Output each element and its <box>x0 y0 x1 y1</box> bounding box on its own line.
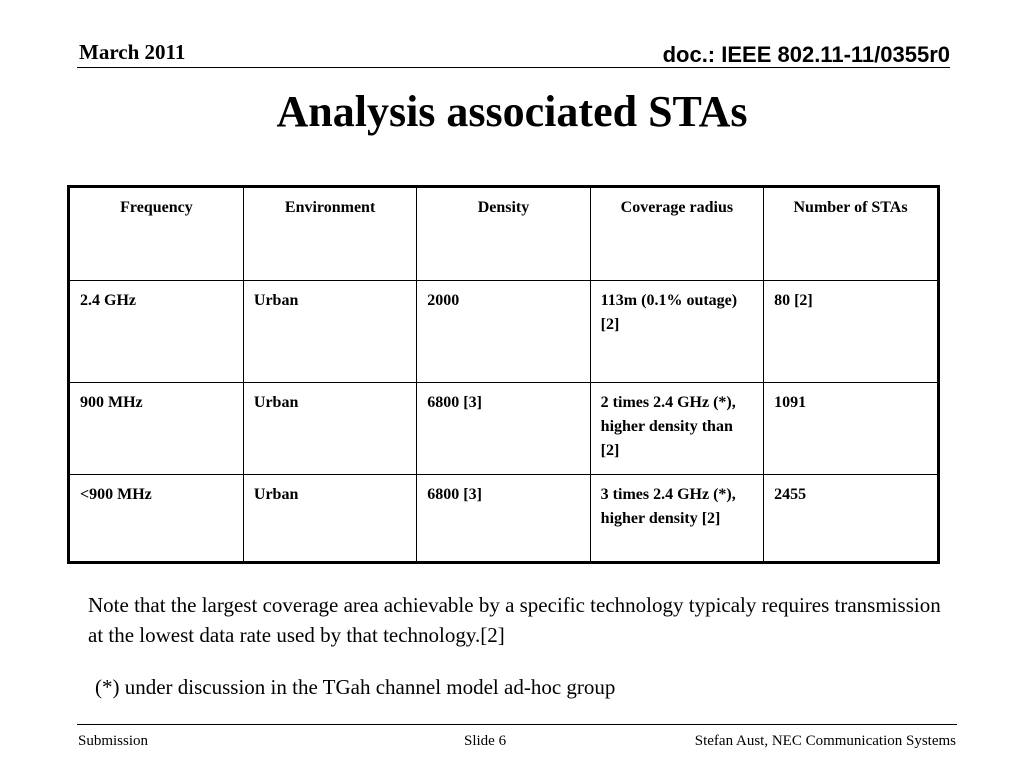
footnote: (*) under discussion in the TGah channel model ad-hoc group <box>95 675 616 699</box>
header-date: March 2011 <box>79 40 186 64</box>
sta-analysis-table <box>67 185 940 564</box>
table-row <box>70 280 937 382</box>
table-row <box>70 474 937 561</box>
table-cell: 2.4 GHz <box>70 280 243 382</box>
table-cell: 3 times 2.4 GHz (*), higher density [2] <box>590 474 763 561</box>
table-cell: Urban <box>243 474 416 561</box>
header-divider <box>77 67 950 68</box>
table-cell: <900 MHz <box>70 474 243 561</box>
column-header-density: Density <box>417 188 590 280</box>
table-cell: 900 MHz <box>70 382 243 474</box>
footer-slide-number: Slide 6 <box>464 733 507 749</box>
table-cell: Urban <box>243 382 416 474</box>
footer-author: Stefan Aust, NEC Communication Systems <box>694 733 956 749</box>
table-cell: Urban <box>243 280 416 382</box>
table-cell: 6800 [3] <box>417 474 590 561</box>
table-cell: 2000 <box>417 280 590 382</box>
table-cell: 113m (0.1% outage) [2] <box>590 280 763 382</box>
table-cell: 6800 [3] <box>417 382 590 474</box>
table-row <box>70 382 937 474</box>
header-doc-id: doc.: IEEE 802.11-11/0355r0 <box>662 42 950 67</box>
column-header-environment: Environment <box>243 188 416 280</box>
table-cell: 2 times 2.4 GHz (*), higher density than [2] <box>590 382 763 474</box>
table-cell: 1091 <box>764 382 937 474</box>
column-header-number-of-stas: Number of STAs <box>764 188 937 280</box>
slide-title: Analysis associated STAs <box>276 87 748 136</box>
footer-submission: Submission <box>78 733 149 749</box>
table-cell: 2455 <box>764 474 937 561</box>
coverage-note: Note that the largest coverage area achievable by a specific technology typicaly requires transmission at the lowest data rate used by that technology.[2] <box>88 593 941 647</box>
table-header-row <box>70 188 937 280</box>
table-cell: 80 [2] <box>764 280 937 382</box>
column-header-frequency: Frequency <box>70 188 243 280</box>
footer-divider <box>77 724 957 725</box>
column-header-coverage-radius: Coverage radius <box>590 188 763 280</box>
